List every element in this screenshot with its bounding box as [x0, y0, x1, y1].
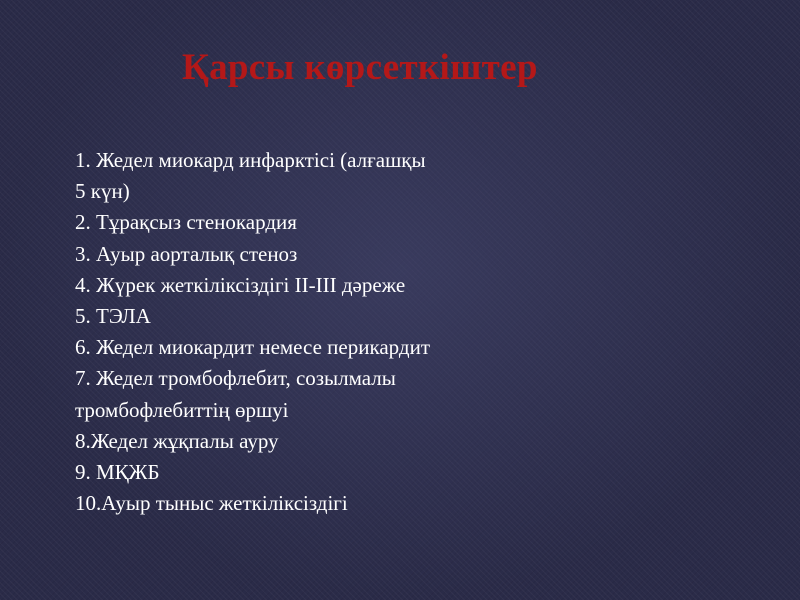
- slide-title: Қарсы көрсеткіштер: [182, 47, 538, 88]
- list-line: 1. Жедел миокард инфарктісі (алғашқы: [75, 148, 426, 172]
- list-line: 5 күн): [75, 179, 130, 204]
- list-line: 6. Жедел миокардит немесе перикардит: [75, 335, 431, 360]
- contraindications-list: [75, 145, 595, 519]
- list-line: 2. Тұрақсыз стенокардия: [75, 210, 297, 235]
- list-line: 7. Жедел тромбофлебит, созылмалы: [75, 366, 396, 391]
- list-line: 9. МҚЖБ: [75, 460, 160, 485]
- list-line: 4. Жүрек жеткіліксіздігі ІІ-ІІІ дәреже: [75, 272, 406, 297]
- list-line: 8.Жедел жұқпалы ауру: [75, 428, 279, 453]
- list-line: 3. Ауыр аорталық стеноз: [75, 241, 298, 266]
- list-line: тромбофлебиттің өршуі: [75, 397, 289, 422]
- list-line: 10.Ауыр тыныс жеткіліксіздігі: [75, 491, 348, 516]
- list-line: 5. ТЭЛА: [75, 304, 151, 329]
